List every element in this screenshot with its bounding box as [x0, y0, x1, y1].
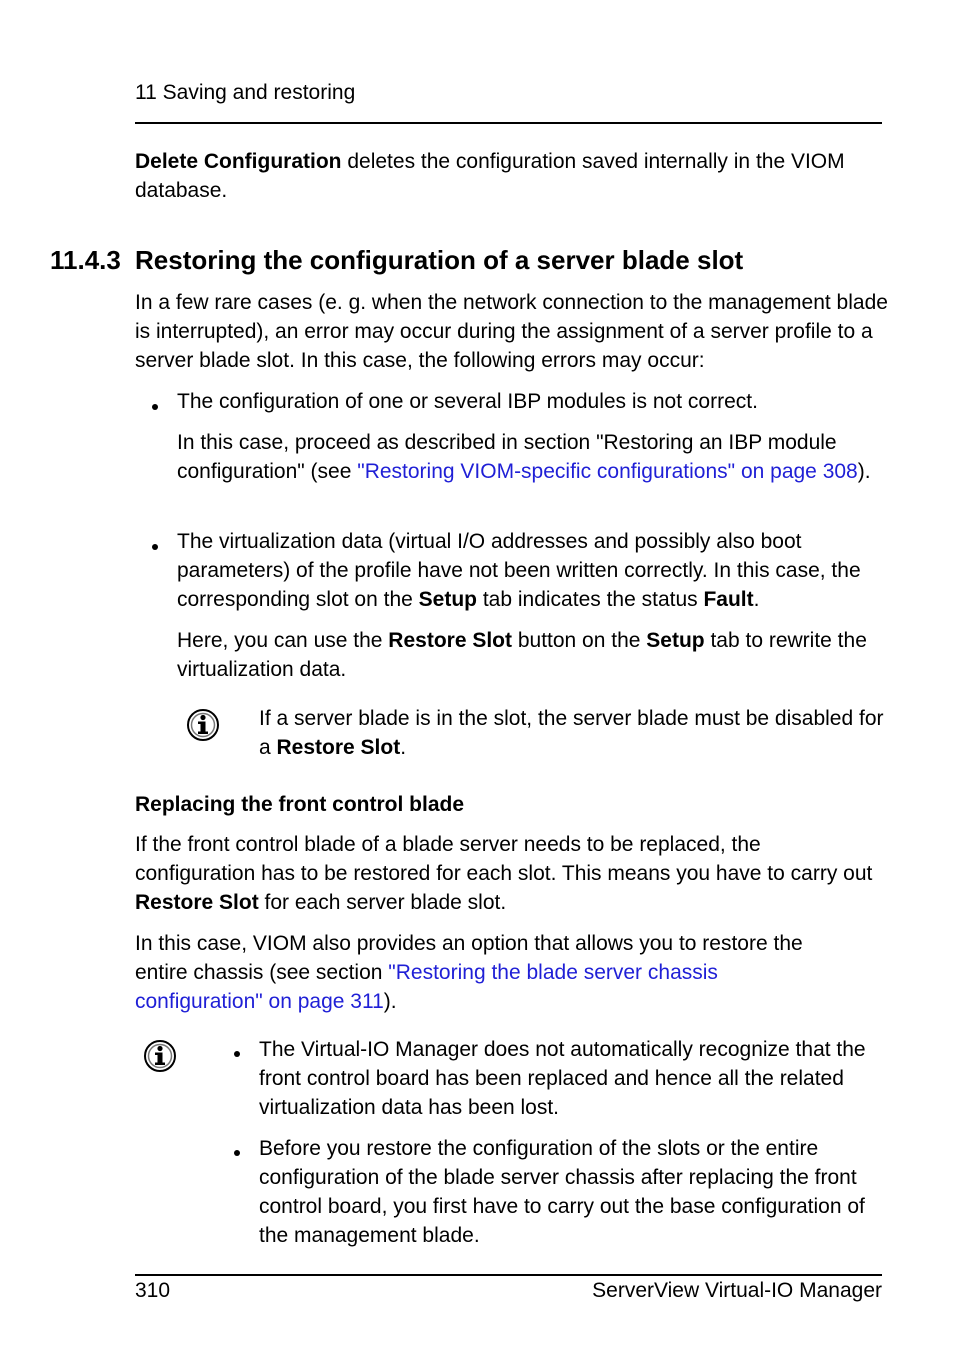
subsection-title: Replacing the front control blade	[135, 793, 465, 816]
bullet-2-text: The virtualization data (virtual I/O addresses and possibly also boot parameters) of the profile have not been written correctly. In this case, the corresponding slot on the Setup tab indicates the status Fault.	[177, 530, 861, 611]
intro-text: deletes the configuration saved internally in the VIOM database.	[135, 150, 845, 202]
note-2-item-2: Before you restore the configuration of the slots or the entire configuration of the blade server chassis after replacing the front control board, you first have to carry out the base configuration of the management blade.	[259, 1137, 865, 1247]
info-icon	[143, 1039, 177, 1073]
bullet-dot	[234, 1051, 240, 1057]
link-blade-server-chassis-configuration[interactable]: "Restoring the blade server chassis configuration" on page 311	[135, 961, 718, 1013]
subsection-paragraph-2: In this case, VIOM also provides an option that allows you to restore the entire chassis (see section "Restoring the blade server chassis configuration" on page 311).	[135, 932, 803, 1013]
bullet-dot	[234, 1150, 240, 1156]
bullet-1-text: The configuration of one or several IBP modules is not correct.	[177, 390, 758, 413]
section-title: Restoring the configuration of a server blade slot	[135, 245, 744, 275]
header-rule	[135, 122, 882, 124]
bullet-1-follow: In this case, proceed as described in section "Restoring an IBP module configuration" (see "Restoring VIOM-specific configurations" on page 308).	[177, 431, 871, 483]
section-number: 11.4.3	[50, 245, 121, 275]
bullet-dot	[152, 404, 158, 410]
note-2-item-1: The Virtual-IO Manager does not automatically recognize that the front control board has been replaced and hence all the related virtualization data has been lost.	[259, 1038, 866, 1119]
subsection-paragraph-1: If the front control blade of a blade server needs to be replaced, the configuration has to be restored for each slot. This means you have to carry out Restore Slot for each server blade slot.	[135, 833, 873, 914]
link-viom-specific-configurations[interactable]: "Restoring VIOM-specific configurations" on page 308	[357, 460, 858, 483]
page-number: 310	[135, 1279, 171, 1302]
intro-bold-term: Delete Configuration	[135, 150, 342, 173]
intro-paragraph	[135, 147, 895, 205]
running-title: 11 Saving and restoring	[135, 81, 356, 104]
info-icon	[186, 708, 220, 742]
bullet-2-follow: Here, you can use the Restore Slot button on the Setup tab to rewrite the virtualization data.	[177, 629, 867, 681]
section-paragraph-1: In a few rare cases (e. g. when the network connection to the management blade is interrupted), an error may occur during the assignment of a server profile to a server blade slot. In this case, the following errors may occur:	[135, 291, 888, 372]
bullet-dot	[152, 544, 158, 550]
product-name: ServerView Virtual-IO Manager	[592, 1279, 882, 1302]
note-1-text: If a server blade is in the slot, the server blade must be disabled for a Restore Slot.	[259, 707, 884, 759]
